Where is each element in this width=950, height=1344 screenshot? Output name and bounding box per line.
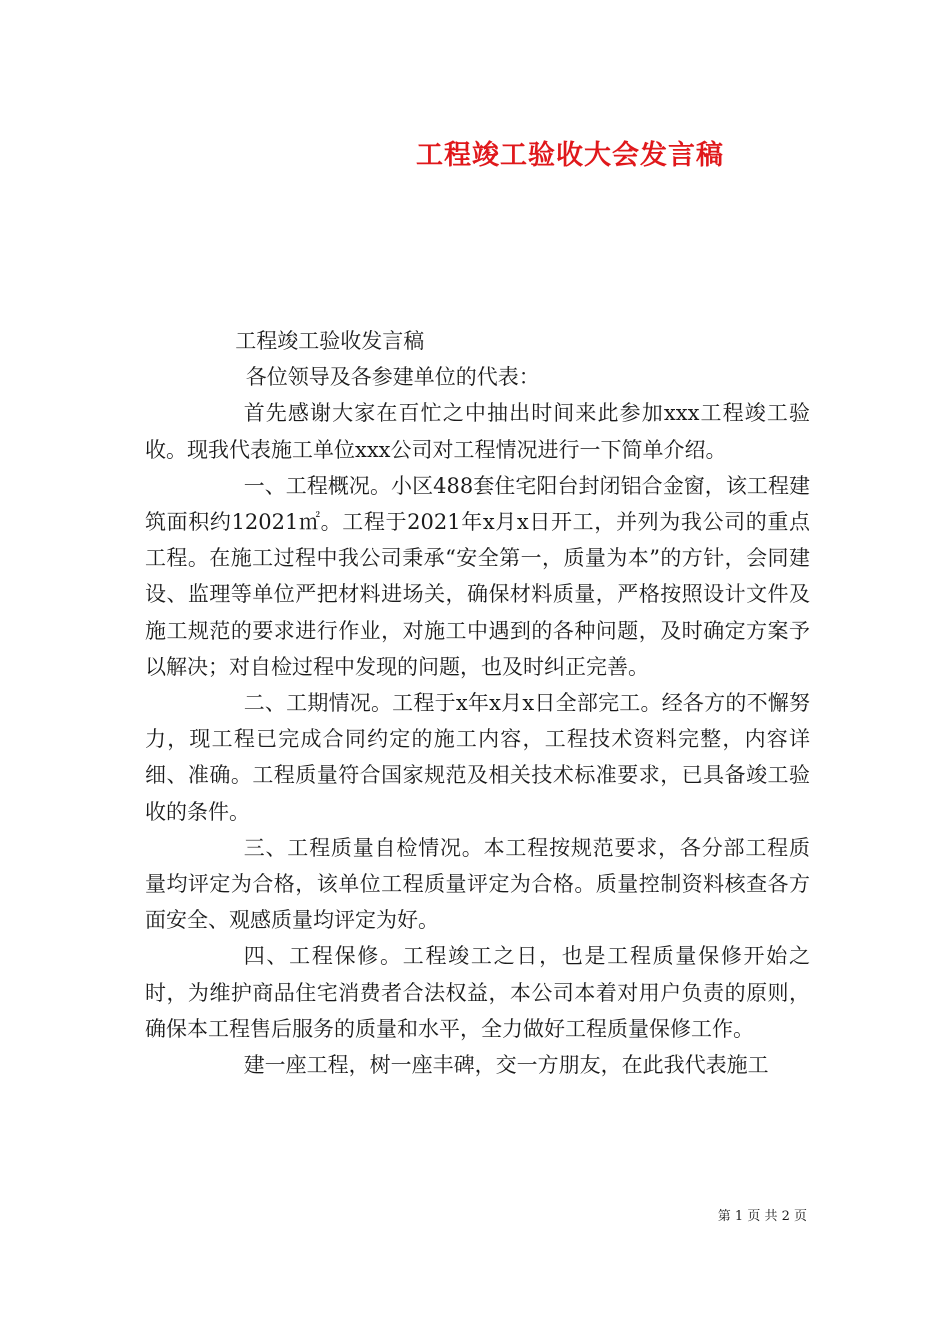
document-title: 工程竣工验收大会发言稿	[416, 140, 724, 171]
paragraph-quality: 三、工程质量自检情况。本工程按规范要求，各分部工程质量均评定为合格，该单位工程质量评定为合格。质量控制资料核查各方面安全、观感质量均评定为好。	[145, 835, 810, 933]
document-body	[145, 323, 810, 1083]
page-indicator: 第 1 页 共 2 页	[717, 1209, 807, 1224]
document-subtitle: 工程竣工验收发言稿	[235, 329, 425, 353]
paragraph-overview: 一、工程概况。小区488套住宅阳台封闭铝合金窗，该工程建筑面积约12021㎡。工程于2021年x月x日开工，并列为我公司的重点工程。在施工过程中我公司秉承“安全第一，质量为本”的方针，会同建设、监理等单位严把材料进场关，确保材料质量，严格按照设计文件及施工规范的要求进行作业，对施工中遇到的各种问题，及时确定方案予以解决；对自检过程中发现的问题，也及时纠正完善。	[145, 473, 810, 679]
paragraph-warranty: 四、工程保修。工程竣工之日，也是工程质量保修开始之时，为维护商品住宅消费者合法权益，本公司本着对用户负责的原则，确保本工程售后服务的质量和水平，全力做好工程质量保修工作。	[145, 944, 810, 1041]
greeting-line: 各位领导及各参建单位的代表：	[245, 365, 540, 390]
paragraph-intro: 首先感谢大家在百忙之中抽出时间来此参加xxx工程竣工验收。现我代表施工单位xxx公司对工程情况进行一下简单介绍。	[145, 401, 810, 462]
paragraph-schedule: 二、工期情况。工程于x年x月x日全部完工。经各方的不懈努力，现工程已完成合同约定的施工内容，工程技术资料完整，内容详细、准确。工程质量符合国家规范及相关技术标准要求，已具备竣工验收的条件。	[145, 691, 810, 824]
paragraph-closing: 建一座工程，树一座丰碑，交一方朋友，在此我代表施工	[243, 1053, 769, 1078]
